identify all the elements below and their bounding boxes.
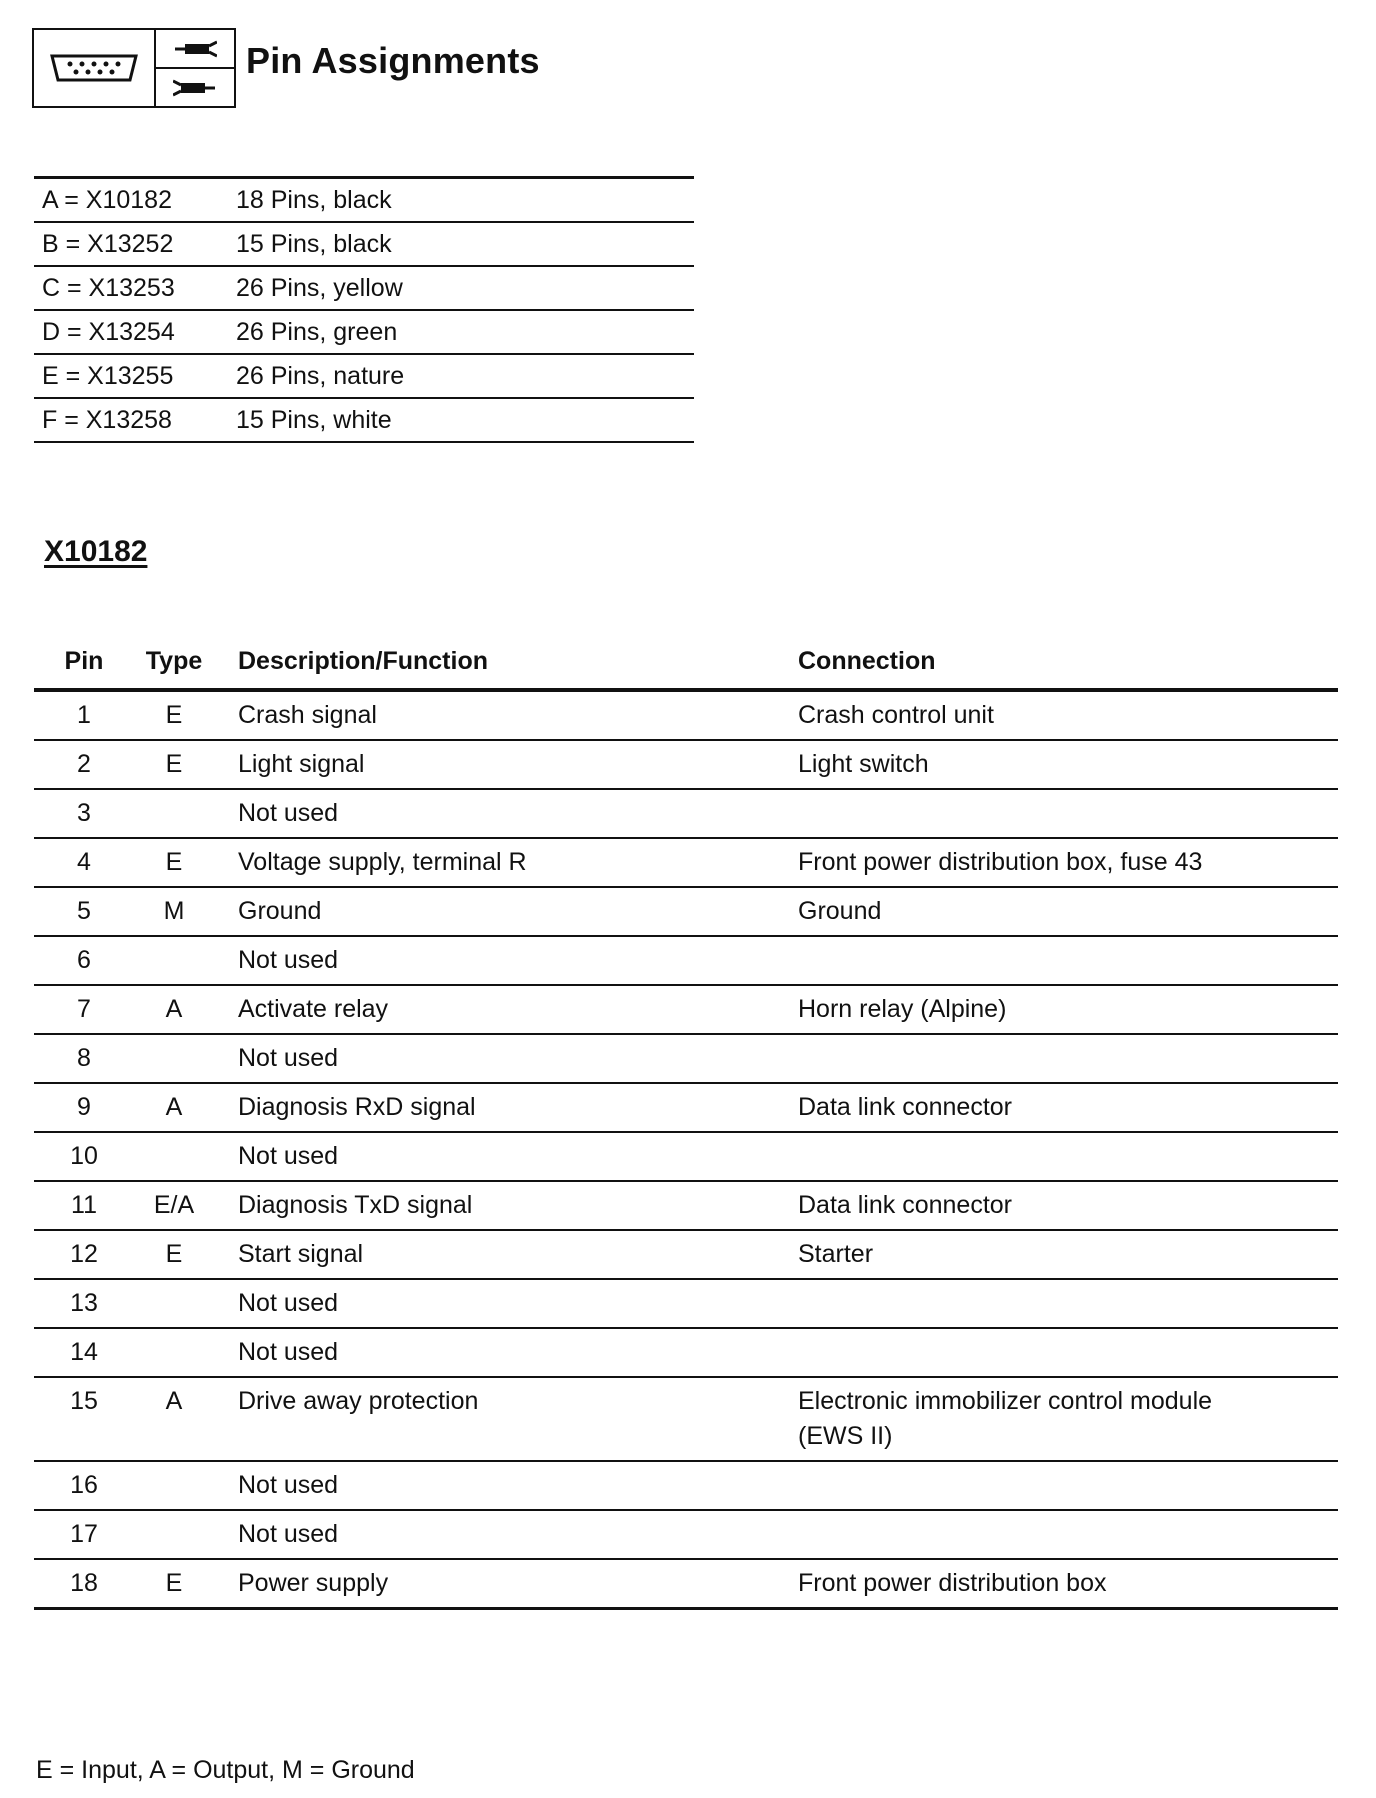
description-cell: Drive away protection	[214, 1377, 790, 1461]
pin-cell: 6	[34, 936, 134, 985]
connection-cell	[790, 1510, 1338, 1559]
pin-cell: 13	[34, 1279, 134, 1328]
connection-line: Electronic immobilizer control module	[798, 1387, 1213, 1415]
pin-cell: 9	[34, 1083, 134, 1132]
legend: E = Input, A = Output, M = Ground	[36, 1756, 415, 1784]
connector-row	[34, 310, 694, 354]
type-cell: E/A	[134, 1181, 214, 1230]
table-row	[34, 1510, 1338, 1559]
connection-cell: Horn relay (Alpine)	[790, 985, 1338, 1034]
header-description: Description/Function	[214, 640, 790, 690]
pin-table-header	[34, 640, 1338, 690]
connector-description: 26 Pins, green	[228, 310, 694, 354]
description-cell: Not used	[214, 1510, 790, 1559]
header-connection: Connection	[790, 640, 1338, 690]
description-cell: Ground	[214, 887, 790, 936]
type-cell: E	[134, 690, 214, 740]
type-cell	[134, 789, 214, 838]
connector-code: E = X13255	[34, 354, 228, 398]
description-cell: Start signal	[214, 1230, 790, 1279]
description-cell: Not used	[214, 1034, 790, 1083]
pin-cell: 5	[34, 887, 134, 936]
description-cell: Not used	[214, 1279, 790, 1328]
description-cell: Diagnosis RxD signal	[214, 1083, 790, 1132]
pin-cell: 4	[34, 838, 134, 887]
connector-code: A = X10182	[34, 178, 228, 223]
description-cell: Activate relay	[214, 985, 790, 1034]
table-row	[34, 985, 1338, 1034]
connection-cell: Crash control unit	[790, 690, 1338, 740]
type-cell	[134, 1461, 214, 1510]
pin-in-out-icon	[156, 30, 234, 106]
pin-cell: 8	[34, 1034, 134, 1083]
table-row	[34, 1279, 1338, 1328]
connector-description: 26 Pins, yellow	[228, 266, 694, 310]
connection-cell	[790, 1461, 1338, 1510]
table-row	[34, 1181, 1338, 1230]
header-pin: Pin	[34, 640, 134, 690]
type-cell: A	[134, 985, 214, 1034]
connection-cell: Data link connector	[790, 1181, 1338, 1230]
connector-list	[34, 176, 694, 443]
table-row	[34, 1461, 1338, 1510]
pin-cell: 14	[34, 1328, 134, 1377]
connection-cell: Front power distribution box	[790, 1559, 1338, 1609]
pin-cell: 1	[34, 690, 134, 740]
connection-cell	[790, 936, 1338, 985]
connector-code: F = X13258	[34, 398, 228, 442]
type-cell: E	[134, 1559, 214, 1609]
description-cell: Not used	[214, 1461, 790, 1510]
description-cell: Not used	[214, 1328, 790, 1377]
description-cell: Voltage supply, terminal R	[214, 838, 790, 887]
pin-assignment-icon-box	[32, 28, 236, 108]
table-row	[34, 936, 1338, 985]
connection-cell	[790, 789, 1338, 838]
type-cell	[134, 1132, 214, 1181]
section-title: X10182	[44, 535, 148, 568]
connector-row	[34, 354, 694, 398]
connection-cell	[790, 1279, 1338, 1328]
connector-description: 15 Pins, white	[228, 398, 694, 442]
header-type: Type	[134, 640, 214, 690]
pin-cell: 18	[34, 1559, 134, 1609]
description-cell: Not used	[214, 1132, 790, 1181]
description-cell: Diagnosis TxD signal	[214, 1181, 790, 1230]
table-row	[34, 887, 1338, 936]
pin-cell: 2	[34, 740, 134, 789]
connection-cell: Starter	[790, 1230, 1338, 1279]
description-cell: Light signal	[214, 740, 790, 789]
type-cell: E	[134, 838, 214, 887]
description-cell: Not used	[214, 936, 790, 985]
connection-cell	[790, 1377, 1338, 1461]
pin-cell: 15	[34, 1377, 134, 1461]
connector-row	[34, 398, 694, 442]
type-cell	[134, 936, 214, 985]
connector-row	[34, 266, 694, 310]
type-cell: E	[134, 1230, 214, 1279]
connection-cell	[790, 1328, 1338, 1377]
table-row	[34, 1034, 1338, 1083]
connection-line: (EWS II)	[798, 1422, 893, 1450]
pin-cell: 16	[34, 1461, 134, 1510]
type-cell: A	[134, 1377, 214, 1461]
pin-table	[34, 640, 1338, 1610]
type-cell	[134, 1328, 214, 1377]
connection-cell: Front power distribution box, fuse 43	[790, 838, 1338, 887]
pin-cell: 12	[34, 1230, 134, 1279]
table-row	[34, 838, 1338, 887]
type-cell: A	[134, 1083, 214, 1132]
type-cell	[134, 1279, 214, 1328]
connection-cell	[790, 1132, 1338, 1181]
type-cell: E	[134, 740, 214, 789]
table-row	[34, 789, 1338, 838]
table-row	[34, 740, 1338, 789]
type-cell	[134, 1510, 214, 1559]
table-row	[34, 1132, 1338, 1181]
connection-cell: Ground	[790, 887, 1338, 936]
pin-cell: 11	[34, 1181, 134, 1230]
pin-cell: 7	[34, 985, 134, 1034]
connection-cell: Data link connector	[790, 1083, 1338, 1132]
connector-row	[34, 178, 694, 223]
table-row	[34, 1230, 1338, 1279]
connector-code: D = X13254	[34, 310, 228, 354]
description-cell: Crash signal	[214, 690, 790, 740]
pin-cell: 3	[34, 789, 134, 838]
description-cell: Not used	[214, 789, 790, 838]
pin-cell: 10	[34, 1132, 134, 1181]
table-row	[34, 1328, 1338, 1377]
type-cell	[134, 1034, 214, 1083]
connection-cell: Light switch	[790, 740, 1338, 789]
type-cell: M	[134, 887, 214, 936]
table-row	[34, 1559, 1338, 1609]
connector-description: 26 Pins, nature	[228, 354, 694, 398]
table-row	[34, 1083, 1338, 1132]
table-row	[34, 690, 1338, 740]
description-cell: Power supply	[214, 1559, 790, 1609]
connector-code: B = X13252	[34, 222, 228, 266]
connector-plug-icon	[34, 30, 156, 106]
page-title: Pin Assignments	[246, 40, 540, 81]
pin-cell: 17	[34, 1510, 134, 1559]
table-row	[34, 1377, 1338, 1461]
connector-description: 18 Pins, black	[228, 178, 694, 223]
connector-row	[34, 222, 694, 266]
connection-cell	[790, 1034, 1338, 1083]
connector-description: 15 Pins, black	[228, 222, 694, 266]
connector-code: C = X13253	[34, 266, 228, 310]
